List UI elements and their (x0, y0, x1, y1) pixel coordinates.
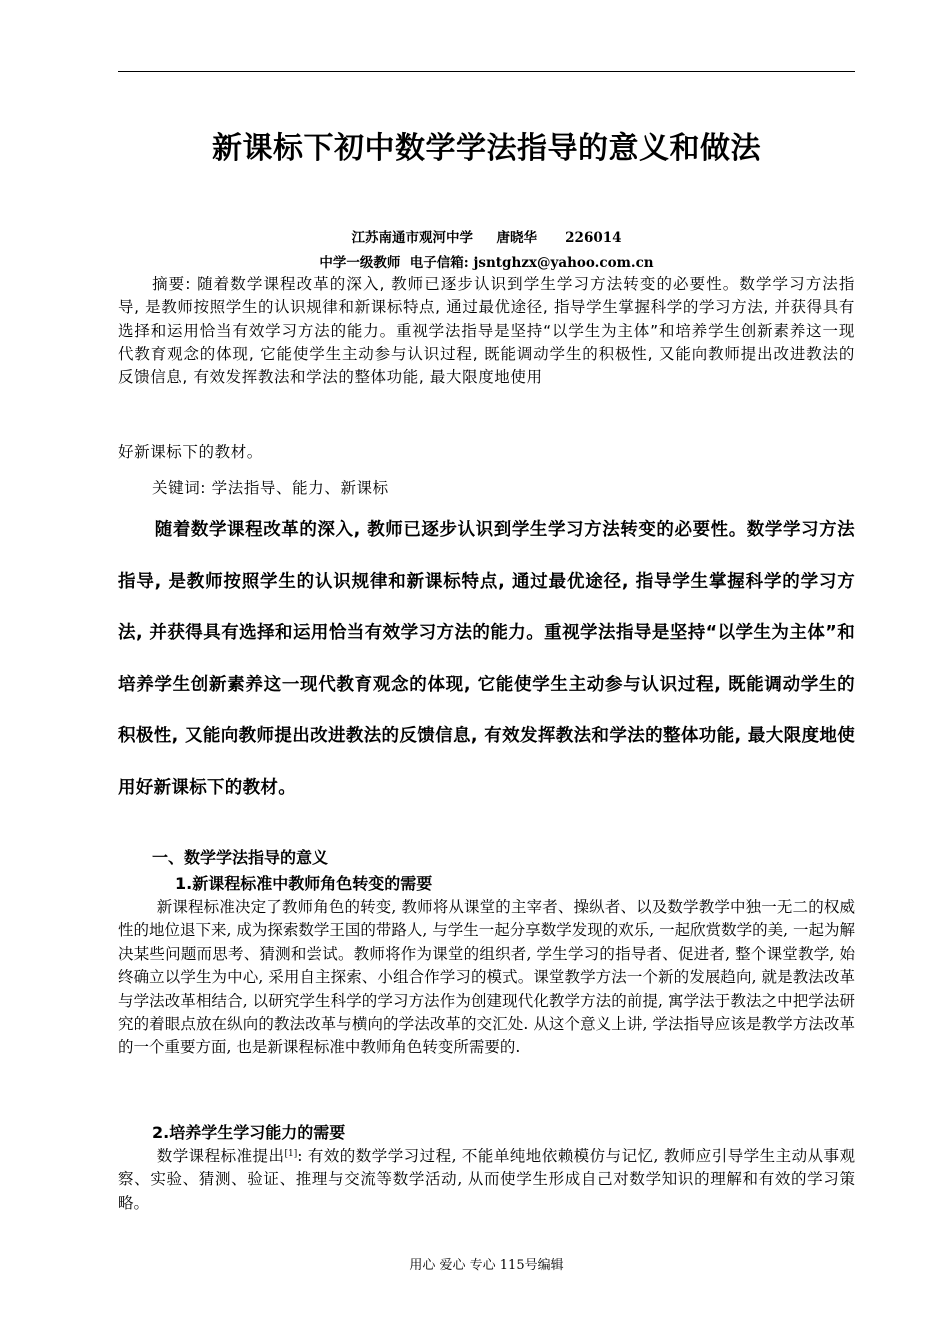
subsection-2-paragraph (118, 1145, 855, 1215)
citation-marker: [1] (284, 1149, 298, 1159)
header-rule (118, 71, 855, 72)
intro-paragraph: 随着数学课程改革的深入, 教师已逐步认识到学生学习方法转变的必要性。数学学习方法指导, 是教师按照学生的认识规律和新课标特点, 通过最优途径, 指导学生掌握科学的学习方法, 并获得具有选择和运用恰当有效学习方法的能力。重视学法指导是坚持“以学生为主体”和培养学生创新素养这一现代教育观念的体现, 它能使学生主动参与认识过程, 既能调动学生的积极性, 又能向教师提出改进教法的反馈信息, 有效发挥教法和学法的整体功能, 最大限度地使用好新课标下的教材。 (118, 520, 855, 798)
page-footer: 用心 爱心 专心 115号编辑 (409, 1258, 564, 1273)
section-heading: 一、数学学法指导的意义 (152, 848, 329, 867)
subsection-heading-1: 1.新课程标准中教师角色转变的需要 (175, 874, 433, 893)
abstract: 摘要: 随着数学课程改革的深入, 教师已逐步认识到学生学习方法转变的必要性。数学学习方法指导, 是教师按照学生的认识规律和新课标特点, 通过最优途径, 指导学生掌握科学的学习方法, 并获得具有选择和运用恰当有效学习方法的能力。重视学法指导是坚持“以学生为主体”和培养学生创新素养这一现代教育观念的体现, 它能使学生主动参与认识过程, 既能调动学生的积极性, 又能向教师提出改进教法的反馈信息, 有效发挥教法和学法的整体功能, 最大限度地使用 (118, 275, 855, 387)
abstract-last-line: 好新课标下的教材。 (118, 443, 263, 461)
subsection-1-paragraph: 新课程标准决定了教师角色的转变, 教师将从课堂的主宰者、操纵者、以及数学教学中独一无二的权威性的地位退下来, 成为探索数学王国的带路人, 与学生一起分享数学发现的欢乐, 一起欣赏数学的美, 一起为解决某些问题而思考、猜测和尝试。教师将作为课堂的组织者, 学生学习的指导者、促进者, 整个课堂教学, 始终确立以学生为中心, 采用自主探索、小组合作学习的模式。课堂教学方法一个新的发展趋向, 就是教法改革与学法改革相结合, 以研究学生科学的学习方法作为创建现代化教学方法的前提, 寓学法于教法之中把学法研究的着眼点放在纵向的教法改革与横向的学法改革的交汇处. 从这个意义上讲, 学法指导应该是教学方法改革的一个重要方面, 也是新课程标准中教师角色转变所需要的. (118, 898, 855, 1057)
paragraph-text: : 有效的数学学习过程, 不能单纯地依赖模仿与记忆, 教师应引导学生主动从事观察、实验、猜测、验证、推理与交流等数学活动, 从而使学生形成自己对数学知识的理解和有效的学习策略。 (118, 1147, 855, 1212)
keywords: 关键词: 学法指导、能力、新课标 (152, 479, 389, 497)
author-affiliation: 江苏南通市观河中学 唐晓华 226014 (351, 230, 622, 246)
subsection-heading-2: 2.培养学生学习能力的需要 (152, 1123, 346, 1142)
author-contact: 中学一级教师 电子信箱: jsntghzx@yahoo.com.cn (319, 255, 654, 271)
paragraph-text: 数学课程标准提出 (156, 1147, 285, 1165)
paper-title: 新课标下初中数学学法指导的意义和做法 (212, 131, 761, 166)
